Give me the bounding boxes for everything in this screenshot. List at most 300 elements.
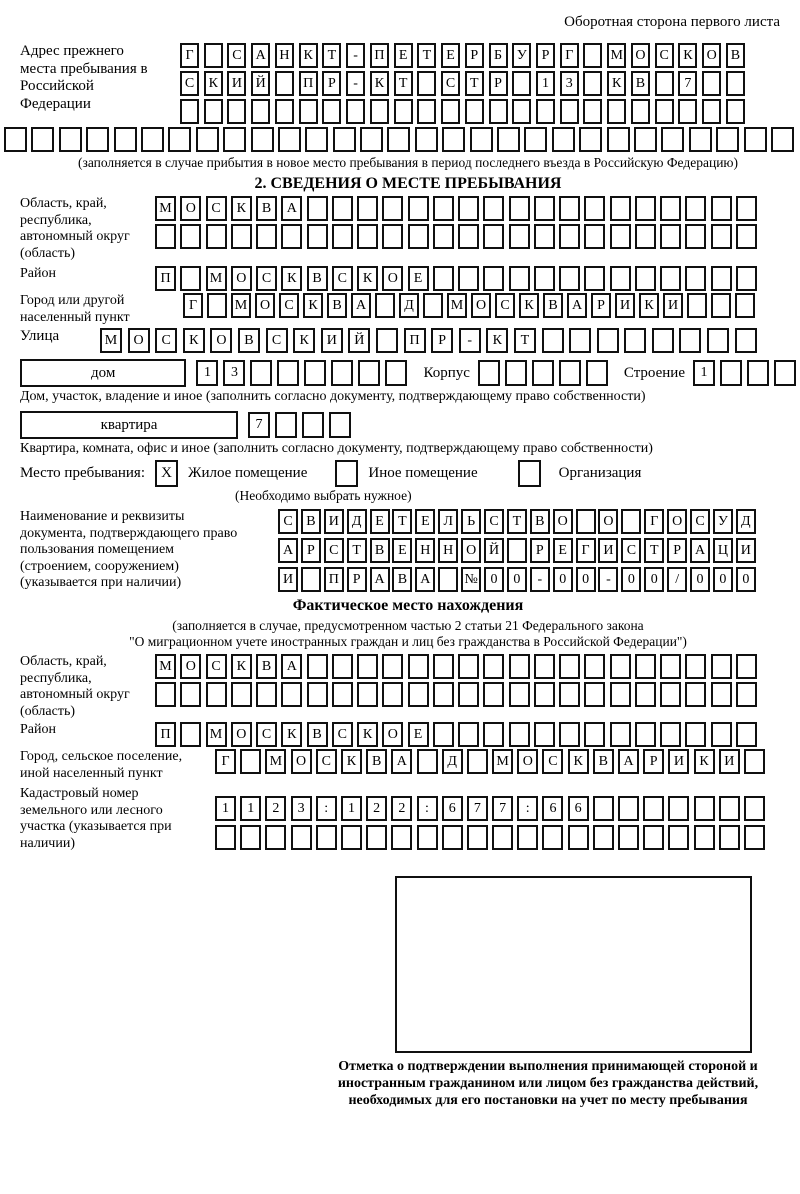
- char-box: :: [517, 796, 538, 821]
- char-box: [301, 567, 321, 592]
- char-box: [180, 224, 201, 249]
- char-box: С: [495, 293, 515, 318]
- cadastre-row-2: [215, 825, 765, 850]
- char-box: [204, 43, 223, 68]
- document-block: [20, 509, 796, 592]
- char-box: К: [486, 328, 508, 353]
- char-box: С: [484, 509, 504, 534]
- char-box: О: [631, 43, 650, 68]
- char-box: 0: [484, 567, 504, 592]
- char-box: [387, 127, 410, 152]
- actual-region-row-2: [155, 682, 757, 707]
- char-box: [417, 99, 436, 124]
- char-box: [478, 360, 500, 386]
- char-box: К: [183, 328, 205, 353]
- char-box: О: [291, 749, 312, 774]
- checkbox-residential: X: [155, 460, 178, 487]
- char-box: С: [332, 722, 353, 747]
- char-box: Ь: [461, 509, 481, 534]
- document-row-2: [278, 538, 756, 563]
- char-box: [438, 567, 458, 592]
- char-box: [610, 682, 631, 707]
- char-box: 2: [391, 796, 412, 821]
- char-box: [458, 196, 479, 221]
- char-box: Р: [591, 293, 611, 318]
- char-box: [536, 99, 555, 124]
- char-box: С: [180, 71, 199, 96]
- char-box: Е: [415, 509, 435, 534]
- char-box: И: [615, 293, 635, 318]
- stroenie-cells: [693, 360, 796, 386]
- char-box: [251, 99, 270, 124]
- char-box: [357, 196, 378, 221]
- char-box: Р: [347, 567, 367, 592]
- char-box: [694, 825, 715, 850]
- char-box: [497, 127, 520, 152]
- char-box: [408, 224, 429, 249]
- char-box: [736, 266, 757, 291]
- char-box: [509, 722, 530, 747]
- char-box: [635, 266, 656, 291]
- house-row: [20, 359, 796, 387]
- char-box: Л: [438, 509, 458, 534]
- char-box: 6: [542, 796, 563, 821]
- char-box: Е: [408, 266, 429, 291]
- char-box: В: [366, 749, 387, 774]
- char-box: А: [278, 538, 298, 563]
- char-box: [559, 196, 580, 221]
- char-box: [433, 196, 454, 221]
- prev-address-note: (заполняется в случае прибытия в новое место пребывания в период последнего въезда в Российскую Федерацию): [77, 155, 739, 170]
- char-box: К: [303, 293, 323, 318]
- char-box: [512, 71, 531, 96]
- char-box: [660, 266, 681, 291]
- char-box: 1: [341, 796, 362, 821]
- char-box: В: [256, 196, 277, 221]
- char-box: О: [702, 43, 721, 68]
- char-box: 3: [223, 360, 245, 386]
- char-box: [643, 796, 664, 821]
- char-box: [661, 127, 684, 152]
- char-box: Р: [465, 43, 484, 68]
- actual-district-label: Район: [20, 722, 56, 738]
- char-box: [559, 224, 580, 249]
- char-box: [307, 196, 328, 221]
- char-box: О: [598, 509, 618, 534]
- char-box: [559, 682, 580, 707]
- char-box: Т: [644, 538, 664, 563]
- char-box: [711, 682, 732, 707]
- char-box: [382, 196, 403, 221]
- char-box: [576, 509, 596, 534]
- char-box: [719, 825, 740, 850]
- char-box: [584, 266, 605, 291]
- char-box: [678, 99, 697, 124]
- char-box: [483, 266, 504, 291]
- cadastre-block: [20, 786, 796, 852]
- char-box: [735, 293, 755, 318]
- char-box: М: [231, 293, 251, 318]
- char-box: В: [307, 722, 328, 747]
- char-box: [275, 71, 294, 96]
- char-box: [583, 99, 602, 124]
- char-box: [736, 654, 757, 679]
- char-box: [517, 825, 538, 850]
- char-box: [702, 99, 721, 124]
- char-box: И: [663, 293, 683, 318]
- char-box: Е: [408, 722, 429, 747]
- district-label: Район: [20, 266, 56, 282]
- char-box: [256, 224, 277, 249]
- char-box: [726, 99, 745, 124]
- char-box: [341, 825, 362, 850]
- char-box: [771, 127, 794, 152]
- char-box: [332, 224, 353, 249]
- char-box: [155, 224, 176, 249]
- char-box: А: [618, 749, 639, 774]
- char-box: Е: [370, 509, 390, 534]
- char-box: [358, 360, 380, 386]
- prev-address-rows: [180, 43, 745, 124]
- char-box: [86, 127, 109, 152]
- char-box: [141, 127, 164, 152]
- char-box: Й: [251, 71, 270, 96]
- char-box: О: [667, 509, 687, 534]
- char-box: [180, 682, 201, 707]
- char-box: 1: [196, 360, 218, 386]
- char-box: -: [530, 567, 550, 592]
- char-box: :: [417, 796, 438, 821]
- prev-address-row-1: [180, 43, 745, 68]
- char-box: К: [357, 266, 378, 291]
- char-box: [307, 224, 328, 249]
- char-box: [483, 682, 504, 707]
- region-row-1: [155, 196, 757, 221]
- char-box: Р: [431, 328, 453, 353]
- char-box: [458, 654, 479, 679]
- street-block: [20, 328, 796, 353]
- char-box: С: [279, 293, 299, 318]
- char-box: [689, 127, 712, 152]
- char-box: [655, 99, 674, 124]
- char-box: 0: [713, 567, 733, 592]
- char-box: В: [256, 654, 277, 679]
- char-box: П: [155, 266, 176, 291]
- char-box: [366, 825, 387, 850]
- char-box: [265, 825, 286, 850]
- char-box: А: [281, 196, 302, 221]
- char-box: [275, 412, 297, 438]
- char-box: [559, 266, 580, 291]
- char-box: 1: [240, 796, 261, 821]
- char-box: Й: [348, 328, 370, 353]
- actual-region-label: Область, край, республика, автономный округ (область): [20, 654, 130, 719]
- char-box: [719, 796, 740, 821]
- stay-type-row: [20, 460, 796, 487]
- char-box: [329, 412, 351, 438]
- char-box: П: [370, 43, 389, 68]
- char-box: В: [530, 509, 550, 534]
- char-box: [534, 224, 555, 249]
- char-box: [307, 654, 328, 679]
- char-box: [707, 328, 729, 353]
- char-box: [442, 127, 465, 152]
- char-box: [509, 682, 530, 707]
- street-row: [100, 328, 757, 353]
- document-row-1: [278, 509, 756, 534]
- char-box: [299, 99, 318, 124]
- char-box: [660, 682, 681, 707]
- char-box: В: [307, 266, 328, 291]
- char-box: [635, 196, 656, 221]
- char-box: [660, 654, 681, 679]
- actual-city-block: [20, 749, 796, 782]
- char-box: [720, 360, 742, 386]
- char-box: [196, 127, 219, 152]
- char-box: К: [281, 266, 302, 291]
- char-box: П: [324, 567, 344, 592]
- char-box: [711, 722, 732, 747]
- char-box: [559, 722, 580, 747]
- char-box: [385, 360, 407, 386]
- char-box: /: [667, 567, 687, 592]
- char-box: [408, 682, 429, 707]
- actual-location-note-1: (заполняется в случае, предусмотренном частью 2 статьи 21 Федерального закона: [172, 618, 644, 634]
- option-residential-label: Жилое помещение: [188, 465, 308, 482]
- char-box: [408, 196, 429, 221]
- char-box: А: [415, 567, 435, 592]
- char-box: М: [206, 266, 227, 291]
- char-box: К: [370, 71, 389, 96]
- char-box: [207, 293, 227, 318]
- char-box: К: [607, 71, 626, 96]
- char-box: [694, 796, 715, 821]
- char-box: [357, 654, 378, 679]
- char-box: Е: [394, 43, 413, 68]
- char-box: [180, 266, 201, 291]
- char-box: [736, 722, 757, 747]
- char-box: [250, 360, 272, 386]
- char-box: [685, 266, 706, 291]
- char-box: [716, 127, 739, 152]
- char-box: Р: [530, 538, 550, 563]
- prev-address-label: Адрес прежнего места пребывания в Российской Федерации: [20, 43, 148, 113]
- char-box: В: [593, 749, 614, 774]
- char-box: [583, 71, 602, 96]
- char-box: 2: [366, 796, 387, 821]
- char-box: [382, 682, 403, 707]
- char-box: К: [341, 749, 362, 774]
- char-box: [534, 722, 555, 747]
- char-box: И: [278, 567, 298, 592]
- char-box: [458, 682, 479, 707]
- char-box: [59, 127, 82, 152]
- apartment-field-box: квартира: [20, 411, 238, 439]
- char-box: [542, 825, 563, 850]
- char-box: А: [690, 538, 710, 563]
- char-box: [559, 654, 580, 679]
- char-box: Г: [183, 293, 203, 318]
- char-box: 0: [690, 567, 710, 592]
- char-box: [278, 127, 301, 152]
- checkbox-organization: [518, 460, 541, 487]
- char-box: П: [299, 71, 318, 96]
- char-box: О: [231, 722, 252, 747]
- char-box: 0: [576, 567, 596, 592]
- checkbox-other-premises: [335, 460, 358, 487]
- char-box: О: [382, 722, 403, 747]
- char-box: Н: [415, 538, 435, 563]
- char-box: [382, 654, 403, 679]
- char-box: Е: [392, 538, 412, 563]
- char-box: С: [332, 266, 353, 291]
- char-box: [408, 654, 429, 679]
- char-box: Т: [322, 43, 341, 68]
- char-box: [304, 360, 326, 386]
- char-box: [711, 266, 732, 291]
- char-box: И: [668, 749, 689, 774]
- char-box: К: [231, 196, 252, 221]
- char-box: Т: [507, 509, 527, 534]
- char-box: П: [155, 722, 176, 747]
- char-box: 0: [644, 567, 664, 592]
- prev-address-row-3: [180, 99, 745, 124]
- actual-region-row-1: [155, 654, 757, 679]
- char-box: [509, 654, 530, 679]
- actual-district-row: [155, 722, 757, 747]
- char-box: [593, 796, 614, 821]
- char-box: К: [694, 749, 715, 774]
- char-box: О: [128, 328, 150, 353]
- char-box: С: [316, 749, 337, 774]
- char-box: [744, 825, 765, 850]
- char-box: 1: [215, 796, 236, 821]
- char-box: :: [316, 796, 337, 821]
- char-box: [607, 127, 630, 152]
- char-box: Г: [215, 749, 236, 774]
- char-box: [382, 224, 403, 249]
- char-box: Т: [417, 43, 436, 68]
- char-box: [607, 99, 626, 124]
- char-box: [660, 196, 681, 221]
- city-label: Город или другой населенный пункт: [20, 293, 130, 325]
- char-box: [470, 127, 493, 152]
- char-box: [685, 196, 706, 221]
- char-box: [333, 127, 356, 152]
- char-box: [621, 509, 641, 534]
- char-box: Г: [644, 509, 664, 534]
- char-box: [668, 825, 689, 850]
- char-box: [256, 682, 277, 707]
- char-box: О: [471, 293, 491, 318]
- char-box: [685, 654, 706, 679]
- char-box: -: [346, 43, 365, 68]
- stay-type-note: (Необходимо выбрать нужное): [235, 488, 412, 504]
- char-box: К: [519, 293, 539, 318]
- cadastre-label: Кадастровый номер земельного или лесного участка (указывается при наличии): [20, 786, 172, 851]
- char-box: С: [256, 722, 277, 747]
- char-box: [206, 224, 227, 249]
- char-box: [534, 654, 555, 679]
- char-box: [433, 682, 454, 707]
- char-box: [568, 825, 589, 850]
- char-box: А: [567, 293, 587, 318]
- char-box: У: [512, 43, 531, 68]
- house-number-cells: [196, 360, 407, 386]
- region-block: [20, 196, 796, 262]
- korpus-label: Корпус: [423, 364, 470, 381]
- char-box: [584, 654, 605, 679]
- char-box: [652, 328, 674, 353]
- char-box: Р: [489, 71, 508, 96]
- char-box: [114, 127, 137, 152]
- char-box: [747, 360, 769, 386]
- char-box: [679, 328, 701, 353]
- char-box: [702, 71, 721, 96]
- char-box: [660, 722, 681, 747]
- char-box: С: [441, 71, 460, 96]
- char-box: [579, 127, 602, 152]
- char-box: А: [351, 293, 371, 318]
- char-box: [711, 293, 731, 318]
- char-box: Д: [347, 509, 367, 534]
- char-box: М: [155, 654, 176, 679]
- actual-city-row: [215, 749, 765, 774]
- char-box: 0: [736, 567, 756, 592]
- char-box: К: [204, 71, 223, 96]
- char-box: [509, 224, 530, 249]
- char-box: [560, 99, 579, 124]
- char-box: [685, 224, 706, 249]
- char-box: [744, 796, 765, 821]
- char-box: О: [231, 266, 252, 291]
- char-box: О: [553, 509, 573, 534]
- char-box: [483, 722, 504, 747]
- char-box: [322, 99, 341, 124]
- char-box: В: [631, 71, 650, 96]
- char-box: [240, 825, 261, 850]
- char-box: В: [301, 509, 321, 534]
- char-box: М: [100, 328, 122, 353]
- char-box: К: [231, 654, 252, 679]
- char-box: Р: [643, 749, 664, 774]
- char-box: [534, 682, 555, 707]
- house-field-box: дом: [20, 359, 186, 387]
- city-block: [20, 293, 796, 326]
- char-box: Т: [347, 538, 367, 563]
- char-box: [302, 412, 324, 438]
- char-box: [458, 224, 479, 249]
- char-box: [305, 127, 328, 152]
- char-box: А: [391, 749, 412, 774]
- char-box: А: [370, 567, 390, 592]
- char-box: [610, 654, 631, 679]
- char-box: [512, 99, 531, 124]
- char-box: Р: [322, 71, 341, 96]
- char-box: 3: [560, 71, 579, 96]
- actual-region-block: [20, 654, 796, 720]
- char-box: [180, 722, 201, 747]
- char-box: Ц: [713, 538, 733, 563]
- section2-title: 2. СВЕДЕНИЯ О МЕСТЕ ПРЕБЫВАНИЯ: [254, 175, 562, 192]
- char-box: А: [251, 43, 270, 68]
- char-box: И: [719, 749, 740, 774]
- char-box: [357, 682, 378, 707]
- char-box: [584, 196, 605, 221]
- char-box: [204, 99, 223, 124]
- char-box: 7: [492, 796, 513, 821]
- char-box: [240, 749, 261, 774]
